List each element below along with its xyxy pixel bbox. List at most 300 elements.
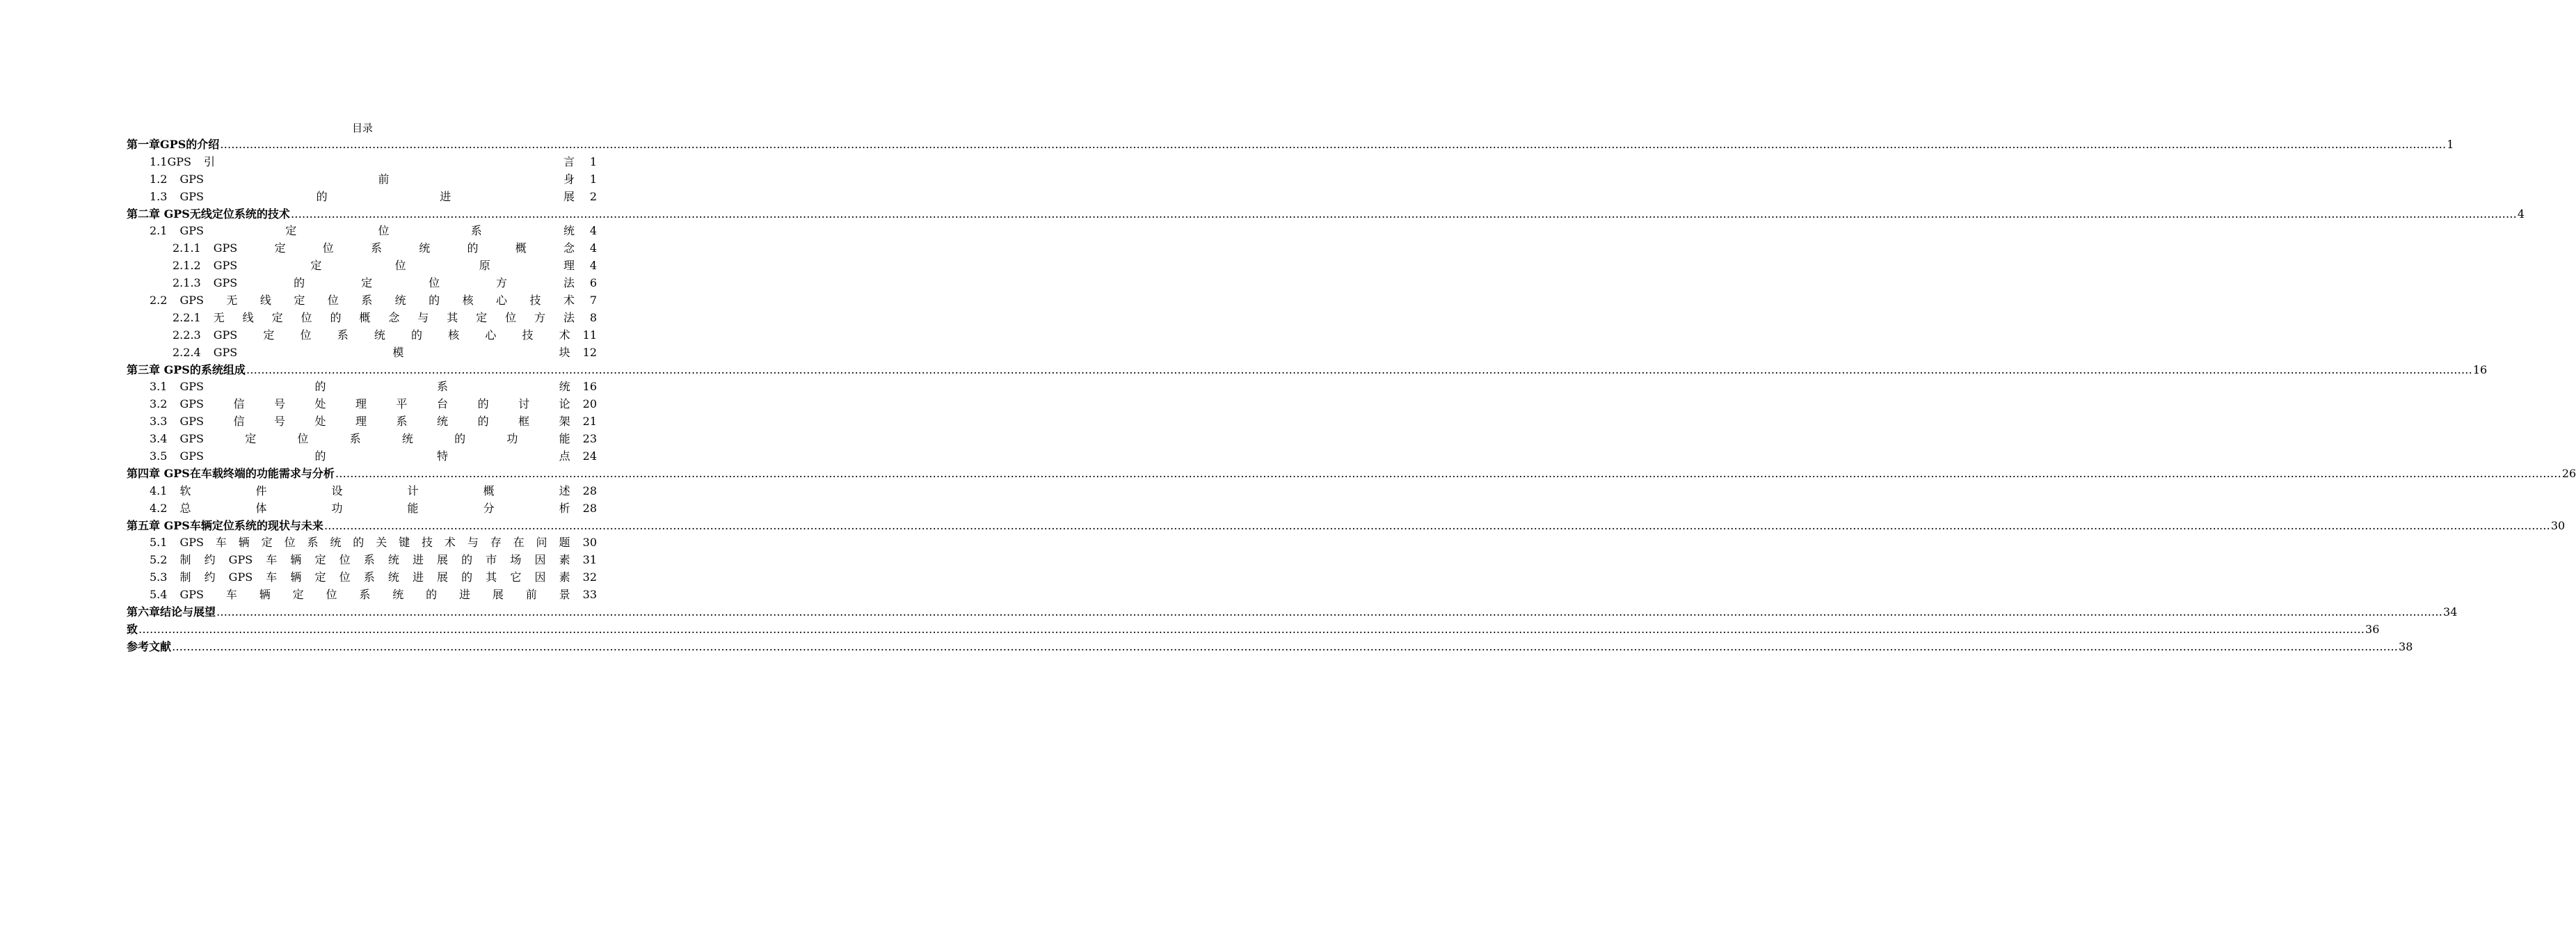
page-number: 24: [582, 449, 597, 463]
dot-leader: ……………………………………………………………………………………………………………………………………………………………………………………………………………………………………………………………………………………………………………………………………………………………………………………………………………………………………………………………………………………………………………………………………………………: [323, 518, 2550, 532]
title-char: 身: [563, 172, 575, 186]
title-char: 的: [353, 536, 365, 550]
title-char: 的: [330, 310, 342, 324]
page-number: 38: [2399, 639, 2413, 653]
title-char: GPS: [213, 328, 238, 342]
title-char: 的: [467, 241, 479, 255]
title-char: 分: [483, 501, 495, 515]
title-char: 定: [292, 588, 304, 602]
section-number: 5.1: [150, 536, 168, 550]
title-char: 位: [326, 588, 337, 602]
toc-section-entry: [127, 500, 597, 518]
section-title: [167, 448, 582, 465]
title-char: GPS: [179, 294, 204, 307]
title-char: 辆: [290, 570, 302, 584]
toc-section-entry: [127, 431, 597, 448]
page-number: 12: [582, 345, 597, 359]
title-char: 体: [255, 501, 267, 515]
title-char: 景: [559, 588, 570, 602]
title-char: 展: [563, 189, 575, 203]
section-title: [201, 275, 587, 292]
title-char: 的: [314, 449, 326, 463]
title-char: 位: [429, 276, 440, 290]
title-char: 功: [331, 501, 343, 515]
title-char: 统: [394, 294, 406, 307]
title-char: 的: [461, 570, 473, 584]
title-char: 方: [496, 276, 508, 290]
toc-section-entry: [127, 552, 597, 569]
section-title: [201, 240, 587, 257]
title-char: GPS: [179, 536, 204, 550]
title-char: 辆: [290, 553, 302, 567]
page-number: 30: [2550, 518, 2566, 532]
title-char: 与: [467, 536, 479, 550]
title-char: GPS: [179, 449, 204, 463]
section-number: 2.2.3: [173, 328, 201, 342]
title-char: 计: [407, 484, 419, 497]
section-number: 2.1: [150, 224, 168, 238]
toc-section-entry: [127, 344, 597, 362]
chapter-label: 第六章结论与展望: [127, 605, 216, 619]
chapter-label: 第一章GPS的介绍: [127, 138, 220, 151]
dot-leader: ……………………………………………………………………………………………………………………………………………………………………………………………………………………………………………………………………………………………………………………………………………………………………………………………………………………………………………………………………………………………………………………………………………………: [172, 639, 2399, 653]
title-char: 统: [419, 241, 431, 255]
title-char: 位: [322, 241, 334, 255]
title-char: GPS: [179, 397, 204, 411]
section-number: 3.3: [150, 415, 168, 429]
title-char: 展: [437, 570, 449, 584]
section-title: [167, 552, 582, 569]
section-number: 1.1GPS: [150, 154, 191, 168]
page-number: 1: [589, 154, 597, 168]
page-number: 16: [2472, 362, 2488, 376]
section-number: 4.2: [150, 501, 168, 515]
title-char: 术: [563, 294, 575, 307]
section-title: [167, 569, 582, 586]
toc-section-entry: [127, 327, 597, 344]
title-char: 的: [429, 294, 440, 307]
section-number: 5.3: [150, 570, 168, 584]
title-char: 块: [559, 345, 570, 359]
chapter-label: 第二章 GPS无线定位系统的技术: [127, 207, 290, 221]
section-number: 3.2: [150, 397, 168, 411]
title-char: 模: [392, 345, 404, 359]
title-char: 统: [330, 536, 342, 550]
toc-chapter-entry: [127, 465, 2576, 483]
title-char: 其: [447, 310, 458, 324]
section-number: 2.1.3: [173, 276, 201, 290]
title-char: 位: [301, 310, 312, 324]
page-number: 20: [582, 397, 597, 411]
title-char: 定: [245, 432, 257, 446]
section-title: [167, 586, 582, 604]
title-char: 心: [485, 328, 497, 342]
title-char: 的: [316, 189, 328, 203]
title-char: 号: [273, 415, 285, 429]
title-char: 与: [417, 310, 429, 324]
title-char: 题: [559, 536, 570, 550]
title-char: 制: [179, 570, 191, 584]
page-number: 32: [582, 570, 597, 584]
title-char: 统: [563, 224, 575, 238]
title-char: 问: [536, 536, 547, 550]
title-char: GPS: [179, 224, 204, 238]
title-char: GPS: [228, 553, 253, 567]
title-char: 软: [179, 484, 191, 497]
page-number: 30: [582, 536, 597, 550]
title-char: 系: [363, 570, 375, 584]
title-char: 无: [226, 294, 238, 307]
page-number: 2: [589, 189, 597, 203]
title-char: 辆: [238, 536, 250, 550]
title-char: 因: [534, 553, 546, 567]
title-char: 平: [396, 397, 408, 411]
page-number: 4: [2517, 207, 2525, 221]
title-char: 前: [378, 172, 390, 186]
section-title: [167, 189, 587, 206]
title-char: 进: [412, 570, 424, 584]
title-char: 能: [559, 432, 570, 446]
title-char: 线: [259, 294, 271, 307]
title-char: 位: [339, 553, 351, 567]
title-char: 因: [534, 570, 546, 584]
toc-section-entry: [127, 534, 597, 552]
section-number: 4.1: [150, 484, 168, 497]
title-char: 核: [462, 294, 474, 307]
toc-section-entry: [127, 154, 597, 171]
title-char: 定: [310, 259, 322, 273]
title-char: 场: [510, 553, 522, 567]
section-title: [201, 310, 587, 327]
title-char: 位: [300, 328, 312, 342]
title-char: 关: [376, 536, 387, 550]
section-title: [167, 223, 587, 240]
title-char: 车: [225, 588, 237, 602]
title-char: 定: [263, 328, 275, 342]
title-char: 定: [314, 553, 326, 567]
section-number: 3.4: [150, 432, 168, 446]
toc-section-entry: [127, 483, 597, 500]
title-char: 键: [399, 536, 410, 550]
title-char: 定: [274, 241, 286, 255]
title-char: 论: [559, 397, 570, 411]
title-char: 统: [559, 380, 570, 394]
toc-section-entry: [127, 569, 597, 586]
title-char: 系: [359, 588, 371, 602]
title-char: 的: [477, 397, 489, 411]
toc-section-entry: [127, 257, 597, 275]
section-number: 1.3: [150, 189, 168, 203]
title-char: 技: [422, 536, 433, 550]
table-of-contents: [127, 136, 2576, 656]
dot-leader: ……………………………………………………………………………………………………………………………………………………………………………………………………………………………………………………………………………………………………………………………………………………………………………………………………………………………………………………………………………………………………………………………………………………: [246, 362, 2472, 376]
section-title: [191, 154, 587, 171]
page-number: 26: [2561, 466, 2576, 480]
title-char: 定: [285, 224, 297, 238]
title-char: 系: [363, 553, 375, 567]
title-char: 系: [361, 294, 373, 307]
title-char: 定: [271, 310, 283, 324]
title-char: GPS: [179, 189, 204, 203]
page-number: 4: [589, 224, 597, 238]
title-char: 车: [215, 536, 227, 550]
title-char: 核: [448, 328, 460, 342]
title-char: 念: [388, 310, 400, 324]
toc-section-entry: [127, 240, 597, 257]
title-char: 系: [307, 536, 319, 550]
title-char: 系: [370, 241, 382, 255]
title-char: 号: [273, 397, 285, 411]
toc-chapter-entry: [127, 604, 2458, 621]
title-char: 的: [461, 553, 473, 567]
dot-leader: ……………………………………………………………………………………………………………………………………………………………………………………………………………………………………………………………………………………………………………………………………………………………………………………………………………………………………………………………………………………………………………………………………………………: [216, 605, 2443, 619]
title-char: GPS: [179, 432, 204, 446]
title-char: 统: [387, 553, 399, 567]
page-number: 6: [589, 276, 597, 290]
title-char: 其: [486, 570, 497, 584]
toc-section-entry: [127, 396, 597, 413]
title-char: 素: [559, 553, 570, 567]
section-title: [167, 500, 582, 518]
title-char: 的: [411, 328, 423, 342]
title-char: 法: [563, 310, 575, 324]
title-char: 统: [387, 570, 399, 584]
toc-section-entry: [127, 223, 597, 240]
title-char: 约: [204, 570, 216, 584]
title-char: GPS: [213, 345, 238, 359]
section-number: 2.2.4: [173, 345, 201, 359]
section-title: [167, 483, 582, 500]
toc-section-entry: [127, 586, 597, 604]
toc-chapter-entry: [127, 639, 2413, 656]
title-char: 台: [437, 397, 449, 411]
title-char: 讨: [518, 397, 530, 411]
title-char: 位: [394, 259, 406, 273]
page-number: 28: [582, 501, 597, 515]
title-char: 约: [204, 553, 216, 567]
title-char: 位: [327, 294, 339, 307]
title-char: 特: [437, 449, 449, 463]
title-char: 术: [444, 536, 456, 550]
title-char: 理: [355, 397, 367, 411]
title-char: 系: [396, 415, 408, 429]
section-title: [167, 396, 582, 413]
title-char: 定: [476, 310, 488, 324]
dot-leader: ……………………………………………………………………………………………………………………………………………………………………………………………………………………………………………………………………………………………………………………………………………………………………………………………………………………………………………………………………………………………………………………………………………………: [220, 138, 2447, 151]
page-number: 34: [2443, 605, 2458, 619]
title-char: GPS: [179, 172, 204, 186]
toc-chapter-entry: [127, 206, 2525, 223]
title-char: 的: [454, 432, 466, 446]
section-number: 5.2: [150, 553, 168, 567]
title-char: 统: [437, 415, 449, 429]
toc-chapter-entry: [127, 362, 2488, 379]
page-number: 31: [582, 553, 597, 567]
title-char: GPS: [179, 588, 204, 602]
title-char: 辆: [259, 588, 271, 602]
section-number: 2.2.1: [173, 310, 201, 324]
dot-leader: ……………………………………………………………………………………………………………………………………………………………………………………………………………………………………………………………………………………………………………………………………………………………………………………………………………………………………………………………………………………………………………………………………………………: [138, 622, 2365, 636]
page-number: 8: [589, 310, 597, 324]
title-char: 信: [233, 397, 245, 411]
title-char: 架: [559, 415, 570, 429]
title-char: 的: [294, 276, 305, 290]
title-char: 它: [510, 570, 522, 584]
section-title: [201, 344, 583, 362]
toc-section-entry: [127, 292, 597, 310]
title-char: 术: [559, 328, 570, 342]
title-char: 进: [458, 588, 470, 602]
section-number: 3.1: [150, 380, 168, 394]
title-char: 概: [359, 310, 371, 324]
toc-chapter-entry: [127, 621, 2380, 639]
title-char: 位: [284, 536, 296, 550]
title-char: 素: [559, 570, 570, 584]
title-char: 定: [314, 570, 326, 584]
section-number: 5.4: [150, 588, 168, 602]
title-char: 能: [407, 501, 419, 515]
section-title: [167, 431, 582, 448]
title-char: 框: [518, 415, 530, 429]
chapter-label: 第四章 GPS在车载终端的功能需求与分析: [127, 466, 335, 480]
toc-section-entry: [127, 189, 597, 206]
title-char: 设: [331, 484, 343, 497]
title-char: 概: [483, 484, 495, 497]
title-char: 统: [401, 432, 413, 446]
title-char: 析: [559, 501, 570, 515]
section-title: [167, 171, 587, 189]
page-number: 1: [2447, 138, 2454, 151]
chapter-label: 参考文献: [127, 639, 172, 653]
title-char: 制: [179, 553, 191, 567]
section-title: [167, 534, 582, 552]
toc-section-entry: [127, 310, 597, 327]
title-char: GPS: [213, 259, 238, 273]
title-char: 定: [294, 294, 305, 307]
title-char: 概: [515, 241, 527, 255]
section-number: 2.1.1: [173, 241, 201, 255]
dot-leader: ……………………………………………………………………………………………………………………………………………………………………………………………………………………………………………………………………………………………………………………………………………………………………………………………………………………………………………………………………………………………………………………………………………………: [335, 466, 2561, 480]
title-char: 位: [297, 432, 309, 446]
title-char: 线: [242, 310, 254, 324]
title-char: 系: [470, 224, 482, 238]
title-char: 车: [266, 553, 278, 567]
page-number: 11: [582, 328, 597, 342]
page-number: 23: [582, 432, 597, 446]
chapter-label: 第五章 GPS车辆定位系统的现状与未来: [127, 518, 323, 532]
section-number: 3.5: [150, 449, 168, 463]
title-char: 进: [412, 553, 424, 567]
title-char: 总: [179, 501, 191, 515]
title-char: 的: [426, 588, 438, 602]
page-number: 16: [582, 380, 597, 394]
title-char: 信: [233, 415, 245, 429]
page-number: 36: [2365, 622, 2380, 636]
title-char: 方: [534, 310, 546, 324]
toc-title: 目录: [351, 122, 373, 134]
section-title: [167, 378, 582, 396]
title-char: 述: [559, 484, 570, 497]
title-char: 技: [529, 294, 541, 307]
title-char: 前: [525, 588, 537, 602]
title-char: 定: [361, 276, 373, 290]
title-char: 原: [479, 259, 490, 273]
title-char: 理: [563, 259, 575, 273]
title-char: 点: [559, 449, 570, 463]
toc-section-entry: [127, 413, 597, 431]
title-char: 无: [213, 310, 225, 324]
toc-chapter-entry: [127, 136, 2454, 154]
title-char: 系: [349, 432, 361, 446]
title-char: 进: [440, 189, 451, 203]
title-char: 的: [477, 415, 489, 429]
title-char: 位: [378, 224, 390, 238]
title-char: GPS: [179, 380, 204, 394]
page-number: 28: [582, 484, 597, 497]
page-number: 7: [589, 294, 597, 307]
title-char: GPS: [179, 415, 204, 429]
title-char: 市: [486, 553, 497, 567]
section-number: 2.2: [150, 294, 168, 307]
toc-section-entry: [127, 275, 597, 292]
section-title: [201, 257, 587, 275]
title-char: 车: [266, 570, 278, 584]
toc-section-entry: [127, 448, 597, 465]
title-char: 展: [437, 553, 449, 567]
title-char: 心: [496, 294, 508, 307]
title-char: 统: [392, 588, 404, 602]
title-char: GPS: [228, 570, 253, 584]
title-char: 处: [314, 397, 326, 411]
section-number: 2.1.2: [173, 259, 201, 273]
title-char: 展: [492, 588, 504, 602]
page-number: 33: [582, 588, 597, 602]
section-title: [167, 292, 587, 310]
title-char: 位: [505, 310, 517, 324]
title-char: 统: [374, 328, 385, 342]
title-char: 件: [255, 484, 267, 497]
page-number: 4: [589, 241, 597, 255]
title-char: 技: [522, 328, 534, 342]
toc-section-entry: [127, 171, 597, 189]
title-char: 系: [337, 328, 349, 342]
section-number: 1.2: [150, 172, 168, 186]
title-char: GPS: [213, 241, 238, 255]
chapter-label: 致: [127, 622, 138, 636]
title-char: 定: [261, 536, 273, 550]
title-char: 存: [490, 536, 502, 550]
chapter-label: 第三章 GPS的系统组成: [127, 362, 246, 376]
toc-chapter-entry: [127, 518, 2566, 535]
toc-section-entry: [127, 378, 597, 396]
title-char: 功: [506, 432, 518, 446]
page-number: 1: [589, 172, 597, 186]
title-char: 言: [563, 154, 575, 168]
title-char: 在: [513, 536, 525, 550]
section-title: [201, 327, 583, 344]
title-char: 处: [314, 415, 326, 429]
title-char: 理: [355, 415, 367, 429]
title-char: 引: [203, 154, 215, 168]
title-char: 的: [314, 380, 326, 394]
dot-leader: ……………………………………………………………………………………………………………………………………………………………………………………………………………………………………………………………………………………………………………………………………………………………………………………………………………………………………………………………………………………………………………………………………………………: [290, 207, 2517, 221]
title-char: GPS: [213, 276, 238, 290]
title-char: 位: [339, 570, 351, 584]
page-number: 21: [582, 415, 597, 429]
title-char: 法: [563, 276, 575, 290]
title-char: 系: [437, 380, 449, 394]
title-char: 念: [563, 241, 575, 255]
